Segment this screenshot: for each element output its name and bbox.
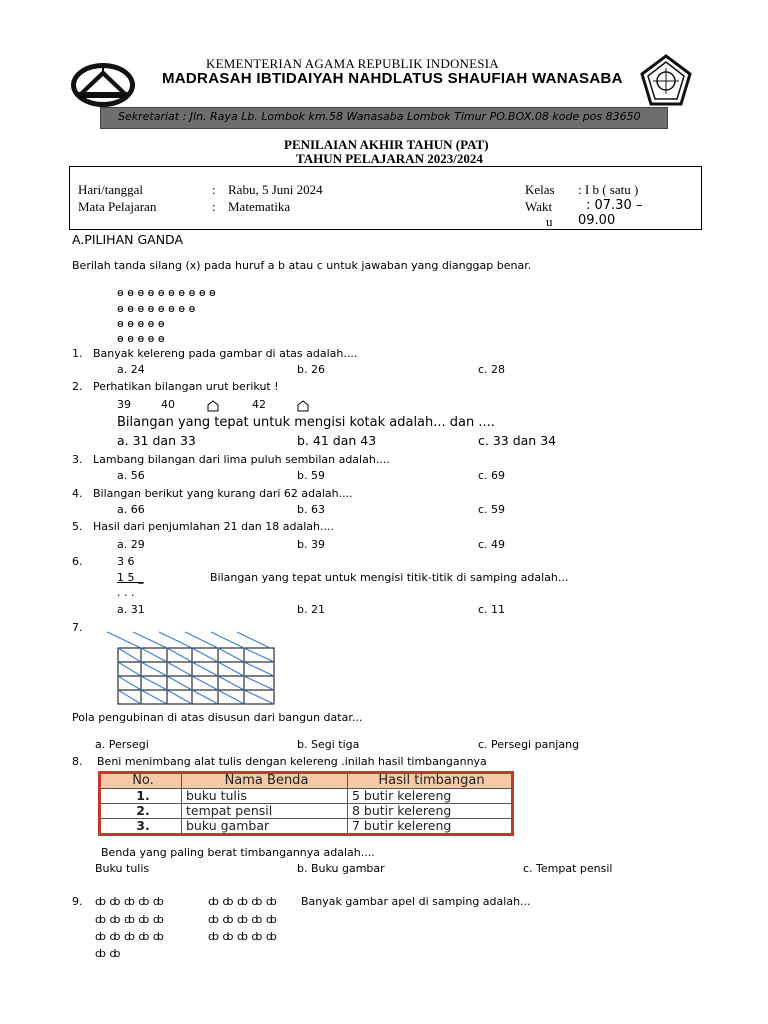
time-start: : 07.30 – [586,198,643,213]
time-label-wrap: u [546,214,553,229]
class-label: Kelas [525,182,555,197]
table-cell: tempat pensil [182,804,348,819]
question-number: 1. [72,347,83,360]
table-cell: buku tulis [182,789,348,804]
table-cell: 7 butir kelereng [348,819,513,835]
option-c: c. 28 [478,363,506,376]
option-b: b. 41 dan 43 [297,433,377,448]
apple-row: ȸ ȸ ȸ ȸ ȸ [208,913,277,926]
table-row [100,789,513,804]
option-c: c. 59 [478,503,506,516]
table-cell: 8 butir kelereng [348,804,513,819]
option-a: a. Persegi [95,738,149,751]
question-number: 6. [72,555,83,568]
weighing-table [98,771,514,836]
sequence-number: 39 [117,398,131,411]
subtraction-result: . . . [117,586,135,599]
option-b: b. 39 [297,538,325,551]
question-text: Banyak gambar apel di samping adalah... [301,895,531,908]
question-text: Perhatikan bilangan urut berikut ! [93,380,279,393]
table-cell: 1. [100,789,182,804]
option-c: c. 69 [478,469,506,482]
question-subtext: Benda yang paling berat timbangannya adalah.... [101,846,375,859]
option-a: a. 29 [117,538,145,551]
question-text: Banyak kelereng pada gambar di atas adalah.... [93,347,358,360]
ministry-logo [70,62,136,112]
address-text: Sekretariat : Jln. Raya Lb. Lombok km.58 Wanasaba Lombok Timur PO.BOX.08 kode pos 83650 [118,110,641,123]
kemenag-logo [640,54,692,110]
option-c: c. 11 [478,603,506,616]
day-value: Rabu, 5 Juni 2024 [228,182,323,197]
apple-row: ȸ ȸ ȸ ȸ ȸ [95,895,164,908]
marble-row: ɵ ɵ ɵ ɵ ɵ [117,332,165,345]
marble-row: ɵ ɵ ɵ ɵ ɵ ɵ ɵ ɵ [117,302,196,315]
option-b: b. 59 [297,469,325,482]
column-header: No. [100,773,182,789]
option-a: a. 24 [117,363,145,376]
question-number: 2. [72,380,83,393]
subtraction-bottom: 1 5 _ [117,571,144,584]
table-cell: 5 butir kelereng [348,789,513,804]
sequence-number: 40 [161,398,175,411]
question-number: 5. [72,520,83,533]
section-heading: A.PILIHAN GANDA [72,232,183,247]
instructions: Berilah tanda silang (x) pada huruf a b atau c untuk jawaban yang dianggap benar. [72,259,532,272]
option-b: b. 21 [297,603,325,616]
table-row [100,804,513,819]
table-header-row [100,773,513,789]
time-label: Wakt [525,199,553,214]
question-number: 7. [72,621,83,634]
table-cell: 2. [100,804,182,819]
table-row [100,819,513,835]
option-a: a. 66 [117,503,145,516]
question-text: Bilangan yang tepat untuk mengisi titik-titik di samping adalah... [210,571,569,584]
apple-row: ȸ ȸ ȸ ȸ ȸ [95,913,164,926]
time-end: 09.00 [578,213,616,228]
school-name: MADRASAH IBTIDAIYAH NAHDLATUS SHAUFIAH WANASABA [162,70,623,87]
option-a: a. 31 dan 33 [117,433,196,448]
marble-row: ɵ ɵ ɵ ɵ ɵ ɵ ɵ ɵ ɵ ɵ [117,286,216,299]
sequence-number: 42 [252,398,266,411]
question-text: Hasil dari penjumlahan 21 dan 18 adalah.... [93,520,334,533]
option-b: b. 26 [297,363,325,376]
house-shape-icon [297,397,309,416]
ministry-name: KEMENTERIAN AGAMA REPUBLIK INDONESIA [206,56,499,71]
question-subtext: Bilangan yang tepat untuk mengisi kotak adalah... dan .... [117,415,495,430]
column-header: Nama Benda [182,773,348,789]
question-number: 3. [72,453,83,466]
question-text: Bilangan berikut yang kurang dari 62 adalah.... [93,487,353,500]
option-a: a. 31 [117,603,145,616]
column-header: Hasil timbangan [348,773,513,789]
subtraction-top: 3 6 [117,555,135,568]
option-c: c. 49 [478,538,506,551]
option-b: b. Buku gambar [297,862,385,875]
question-text: Lambang bilangan dari lima puluh sembilan adalah.... [93,453,390,466]
question-number: 9. [72,895,83,908]
option-c: c. 33 dan 34 [478,433,557,448]
apple-row: ȸ ȸ [95,947,121,960]
subject-separator: : [212,199,216,214]
apple-row: ȸ ȸ ȸ ȸ ȸ [95,930,164,943]
question-number: 4. [72,487,83,500]
apple-row: ȸ ȸ ȸ ȸ ȸ [208,930,277,943]
marble-row: ɵ ɵ ɵ ɵ ɵ [117,317,165,330]
subject-value: Matematika [228,199,291,214]
question-text: Beni menimbang alat tulis dengan kelereng .inilah hasil timbangannya [97,755,487,768]
option-b: b. Segi tiga [297,738,360,751]
option-c: c. Tempat pensil [523,862,613,875]
question-text: Pola pengubinan di atas disusun dari bangun datar... [72,711,363,724]
tiling-pattern [105,630,285,714]
question-number: 8. [72,755,83,768]
subject-label: Mata Pelajaran [78,199,157,214]
house-shape-icon [207,397,219,416]
exam-title: PENILAIAN AKHIR TAHUN (PAT) [284,137,489,152]
option-b: b. 63 [297,503,325,516]
day-label: Hari/tanggal [78,182,143,197]
option-c: c. Persegi panjang [478,738,580,751]
table-cell: 3. [100,819,182,835]
logo-caption: NAHDLATUS SHAUFIAH [80,94,127,99]
class-value: : I b ( satu ) [578,182,639,197]
table-cell: buku gambar [182,819,348,835]
option-a: Buku tulis [95,862,150,875]
school-year: TAHUN PELAJARAN 2023/2024 [296,151,483,166]
day-separator: : [212,182,216,197]
option-a: a. 56 [117,469,145,482]
apple-row: ȸ ȸ ȸ ȸ ȸ [208,895,277,908]
